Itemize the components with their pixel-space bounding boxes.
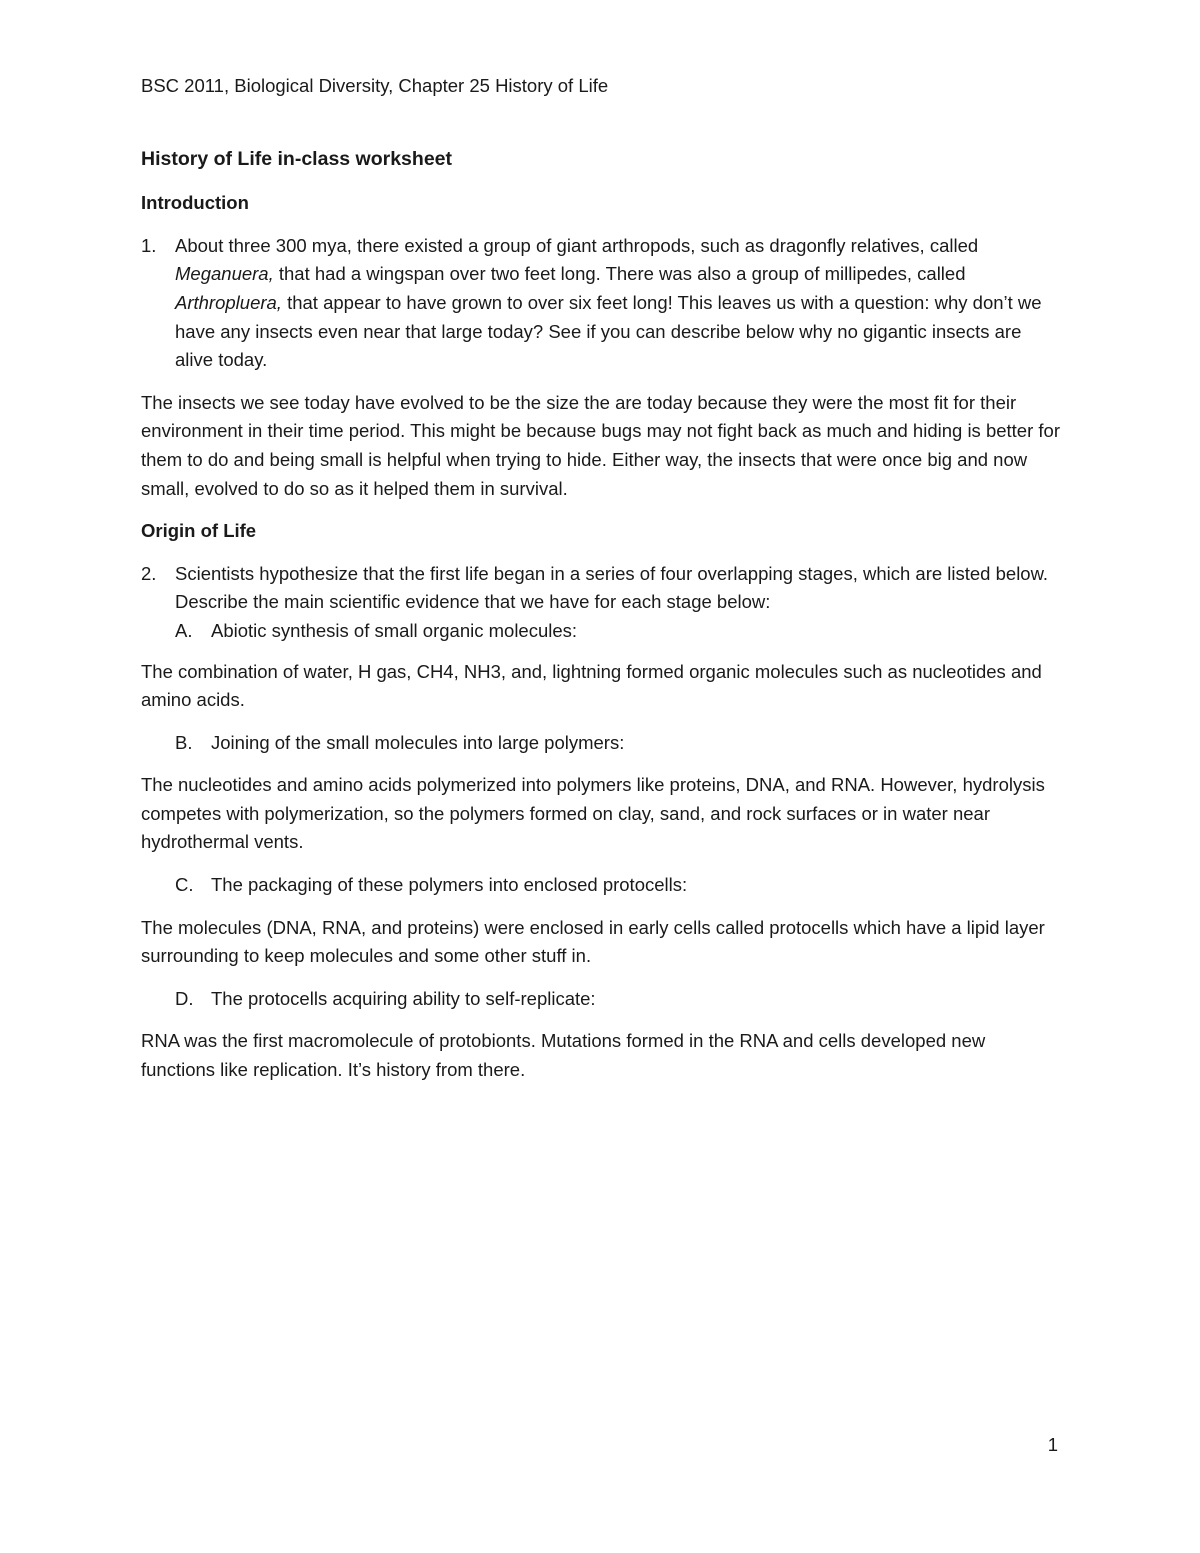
answer-stage-b: The nucleotides and amino acids polymerized into polymers like proteins, DNA, and RNA. However, hydrolysis competes with polymerization, so the polymers formed on clay, sand, and rock surfaces or in water near hydrothermal vents. [141, 774, 1045, 853]
stage-letter: D. [175, 987, 194, 1009]
stage-text: The packaging of these polymers into enclosed protocells: [211, 874, 688, 896]
stage-a-prompt [175, 617, 1061, 646]
section-heading-introduction: Introduction [141, 192, 249, 214]
stage-text: The protocells acquiring ability to self-replicate: [211, 987, 596, 1009]
stage-letter: A. [175, 619, 193, 641]
taxon-name-arthropluera: Arthropluera, [175, 291, 282, 313]
stage-b-prompt [141, 729, 1061, 758]
stage-c-prompt [141, 871, 1061, 900]
question-1 [141, 232, 1061, 375]
question-text-segment: that appear to have grown to over six feet long! This leaves us with a question: why don’t we have any insects even near that large today? See if you can describe below why no gigantic insects are alive today. [175, 291, 1042, 371]
answer-stage-a: The combination of water, H gas, CH4, NH3, and, lightning formed organic molecules such as nucleotides and amino acids. [141, 660, 1042, 711]
stage-d-prompt [141, 985, 1061, 1014]
page-number: 1 [1047, 1434, 1058, 1455]
section-heading-origin-of-life: Origin of Life [141, 520, 257, 542]
question-2-body [175, 560, 1061, 646]
stage-letter: C. [175, 874, 194, 896]
worksheet-title: History of Life in-class worksheet [141, 147, 453, 170]
stage-text: Abiotic synthesis of small organic molecules: [211, 619, 578, 641]
question-text-segment: that had a wingspan over two feet long. There was also a group of millipedes, called [273, 263, 966, 285]
answer-stage-d: RNA was the first macromolecule of protobionts. Mutations formed in the RNA and cells developed new functions like replication. It’s history from there. [141, 1030, 986, 1081]
question-text-segment: About three 300 mya, there existed a group of giant arthropods, such as dragonfly relatives, called [175, 234, 979, 256]
answer-1: The insects we see today have evolved to be the size the are today because they were the most fit for their environment in their time period. This might be because bugs may not fight back as much and hiding is better for them to do and being small is helpful when trying to hide. Either way, the insects that were once big and now small, evolved to do so as it helped them in survival. [141, 391, 1060, 499]
question-number: 1. [141, 234, 157, 256]
running-header: BSC 2011, Biological Diversity, Chapter 25 History of Life [141, 75, 609, 96]
question-2-text: Scientists hypothesize that the first life began in a series of four overlapping stages, which are listed below. Describe the main scientific evidence that we have for each stage below: [175, 562, 1049, 613]
question-number: 2. [141, 562, 157, 584]
page-content [141, 72, 1061, 1099]
answer-stage-c: The molecules (DNA, RNA, and proteins) were enclosed in early cells called protocells which have a lipid layer surrounding to keep molecules and some other stuff in. [141, 916, 1045, 967]
stage-text: Joining of the small molecules into large polymers: [211, 731, 625, 753]
stage-letter: B. [175, 731, 193, 753]
taxon-name-meganuera: Meganuera, [175, 263, 274, 285]
question-2 [141, 560, 1061, 646]
question-1-text [175, 232, 1061, 375]
